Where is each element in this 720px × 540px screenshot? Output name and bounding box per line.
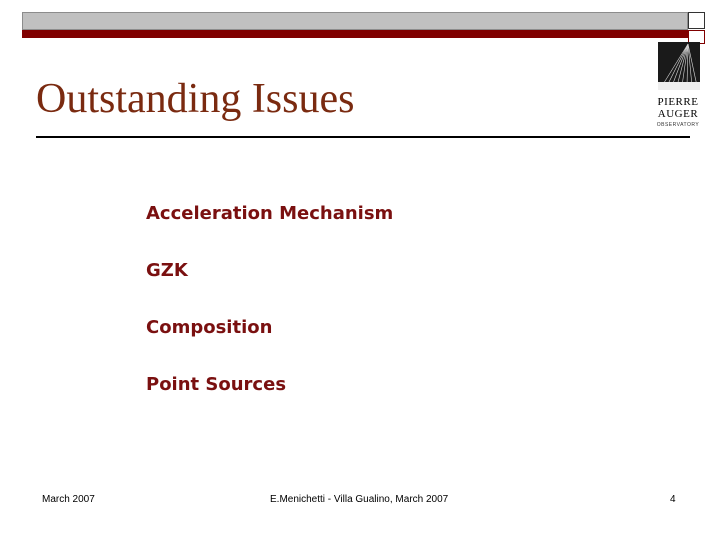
bullet-item: Acceleration Mechanism — [146, 203, 394, 224]
footer-date: March 2007 — [42, 494, 95, 505]
logo-line-2: AUGER — [657, 108, 699, 120]
bullet-item: Composition — [146, 317, 273, 338]
title-underline — [36, 136, 690, 138]
slide-title: Outstanding Issues — [36, 76, 355, 122]
top-grey-band — [22, 12, 688, 30]
bullet-item: GZK — [146, 260, 188, 281]
top-red-band — [22, 30, 688, 38]
logo-line-1: PIERRE — [657, 96, 699, 108]
logo-line-3: OBSERVATORY — [656, 122, 700, 128]
footer-author: E.Menichetti - Villa Gualino, March 2007 — [270, 494, 449, 505]
footer-page-number: 4 — [670, 494, 676, 505]
bullet-item: Point Sources — [146, 374, 287, 395]
pierre-auger-logo — [654, 42, 702, 138]
corner-box-upper — [688, 12, 705, 29]
bullet-list — [146, 202, 393, 430]
top-decorative-bar — [22, 12, 688, 38]
auger-shower-icon — [658, 42, 700, 90]
